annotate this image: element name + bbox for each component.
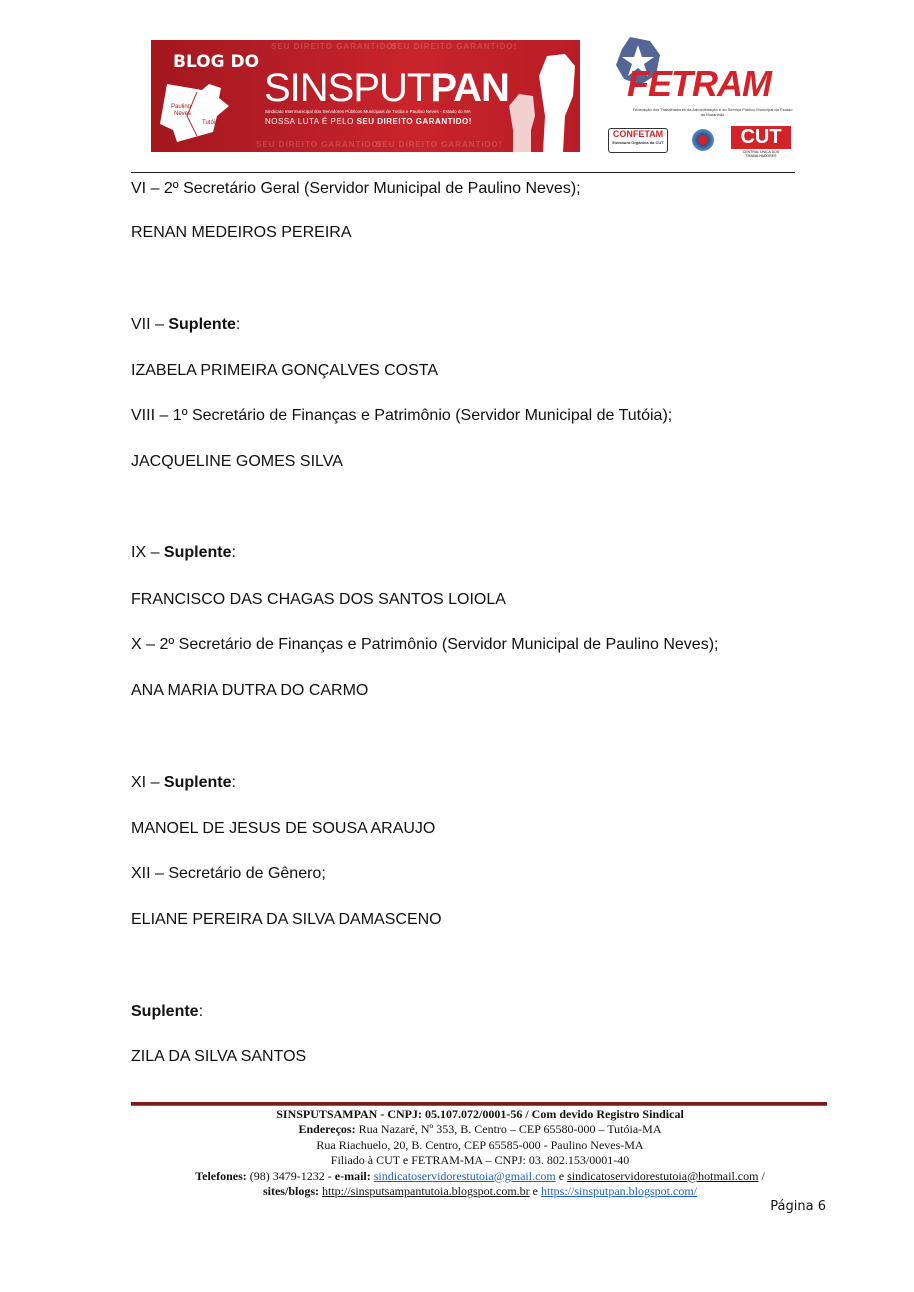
text-line: ZILA DA SILVA SANTOS [131,1048,307,1065]
map-label: Paulino [171,104,192,110]
text-line: VIII – 1º Secretário de Finanças e Patrimônio (Servidor Municipal de Tutóia); [131,407,673,424]
banner-subtitle: Sindicato Intermunicipal dos Servidores Públicos Municipais de Tutóia e Paulino Neves - Estado do MA [265,109,471,114]
text-line: IX – Suplente: [131,544,236,561]
sinsputpan-banner-logo [151,40,580,152]
text-line: X – 2º Secretário de Finanças e Patrimônio (Servidor Municipal de Paulino Neves); [131,636,719,653]
text-line: FRANCISCO DAS CHAGAS DOS SANTOS LOIOLA [131,591,506,608]
text-line: MANOEL DE JESUS DE SOUSA ARAUJO [131,820,436,837]
text-line: VII – Suplente: [131,316,241,333]
blog-label: BLOG DO [173,52,260,72]
text-line: VI – 2º Secretário Geral (Servidor Municipal de Paulino Neves); [131,180,581,197]
email-link-hotmail[interactable]: sindicatoservidorestutoia@hotmail.com [567,1168,759,1183]
cut-subtitle: CENTRAL ÚNICA DOS TRABALHADORES [742,150,780,158]
watermark: SEU DIREITO GARANTIDO! [256,140,383,149]
footer-contacts: Telefones: (98) 3479-1232 - e-mail: sindicatoservidorestutoia@gmail.com e sindicatoservidorestutoia@hotmail.com / [195,1168,765,1183]
site-link-2[interactable]: https://sinsputpan.blogspot.com/ [540,1184,697,1199]
text-line: XII – Secretário de Gênero; [131,865,326,882]
footer-divider [131,1102,827,1106]
map-icon [157,76,237,146]
footer [130,1107,830,1199]
email-link-gmail[interactable]: sindicatoservidorestutoia@gmail.com [373,1168,556,1183]
footer-affiliation: Filiado à CUT e FETRAM-MA – CNPJ: 03. 802.153/0001-40 [330,1153,630,1168]
footer-org: SINSPUTSAMPAN - CNPJ: 05.107.072/0001-56 / Com devido Registro Sindical [276,1107,684,1121]
seal-icon [692,129,714,151]
confetam-logo: CONFETAM Estrutura Orgânica da CUT [608,128,668,153]
text-line: RENAN MEDEIROS PEREIRA [131,224,352,241]
header-divider [131,172,795,173]
fetram-title: FETRAM [627,63,771,104]
page-number: Página 6 [770,1199,826,1214]
fetram-subtitle: Federação dos Trabalhadores da Administração e do Serviço Público Municipal do Estado do Maranhão [632,107,793,117]
footer-address-2: Rua Riachuelo, 20, B. Centro, CEP 65585-000 - Paulino Neves-MA [316,1137,644,1152]
text-line: ELIANE PEREIRA DA SILVA DAMASCENO [131,911,442,928]
text-line: XI – Suplente: [131,774,236,791]
footer-sites: sites/blogs: http://sinsputsampantutoia.blogspot.com.br e https://sinsputpan.blogspot.com/ [262,1184,697,1199]
raised-fist-icon [503,46,580,152]
cut-logo: CUT [731,126,791,149]
watermark: SEU DIREITO GARANTIDO! [391,42,518,51]
map-label: Neves [174,111,192,117]
banner-title: SINSPUTPAN [264,66,509,110]
text-line: IZABELA PRIMEIRA GONÇALVES COSTA [131,362,439,379]
watermark: SEU DIREITO GARANTIDO! [271,42,398,51]
text-line: JACQUELINE GOMES SILVA [131,453,343,470]
fetram-logo [605,35,795,160]
text-line: ANA MARIA DUTRA DO CARMO [131,682,369,699]
watermark: SEU DIREITO GARANTIDO! [376,140,503,149]
banner-slogan: NOSSA LUTA É PELO SEU DIREITO GARANTIDO! [265,117,472,126]
site-link-1[interactable]: http://sinsputsampantutoia.blogspot.com.br [322,1184,530,1199]
footer-address: Endereços: Rua Nazaré, Nº 353, B. Centro – CEP 65580-000 – Tutóia-MA [298,1122,662,1137]
text-line: Suplente: [131,1003,204,1020]
map-label: Tutóia [202,120,219,126]
